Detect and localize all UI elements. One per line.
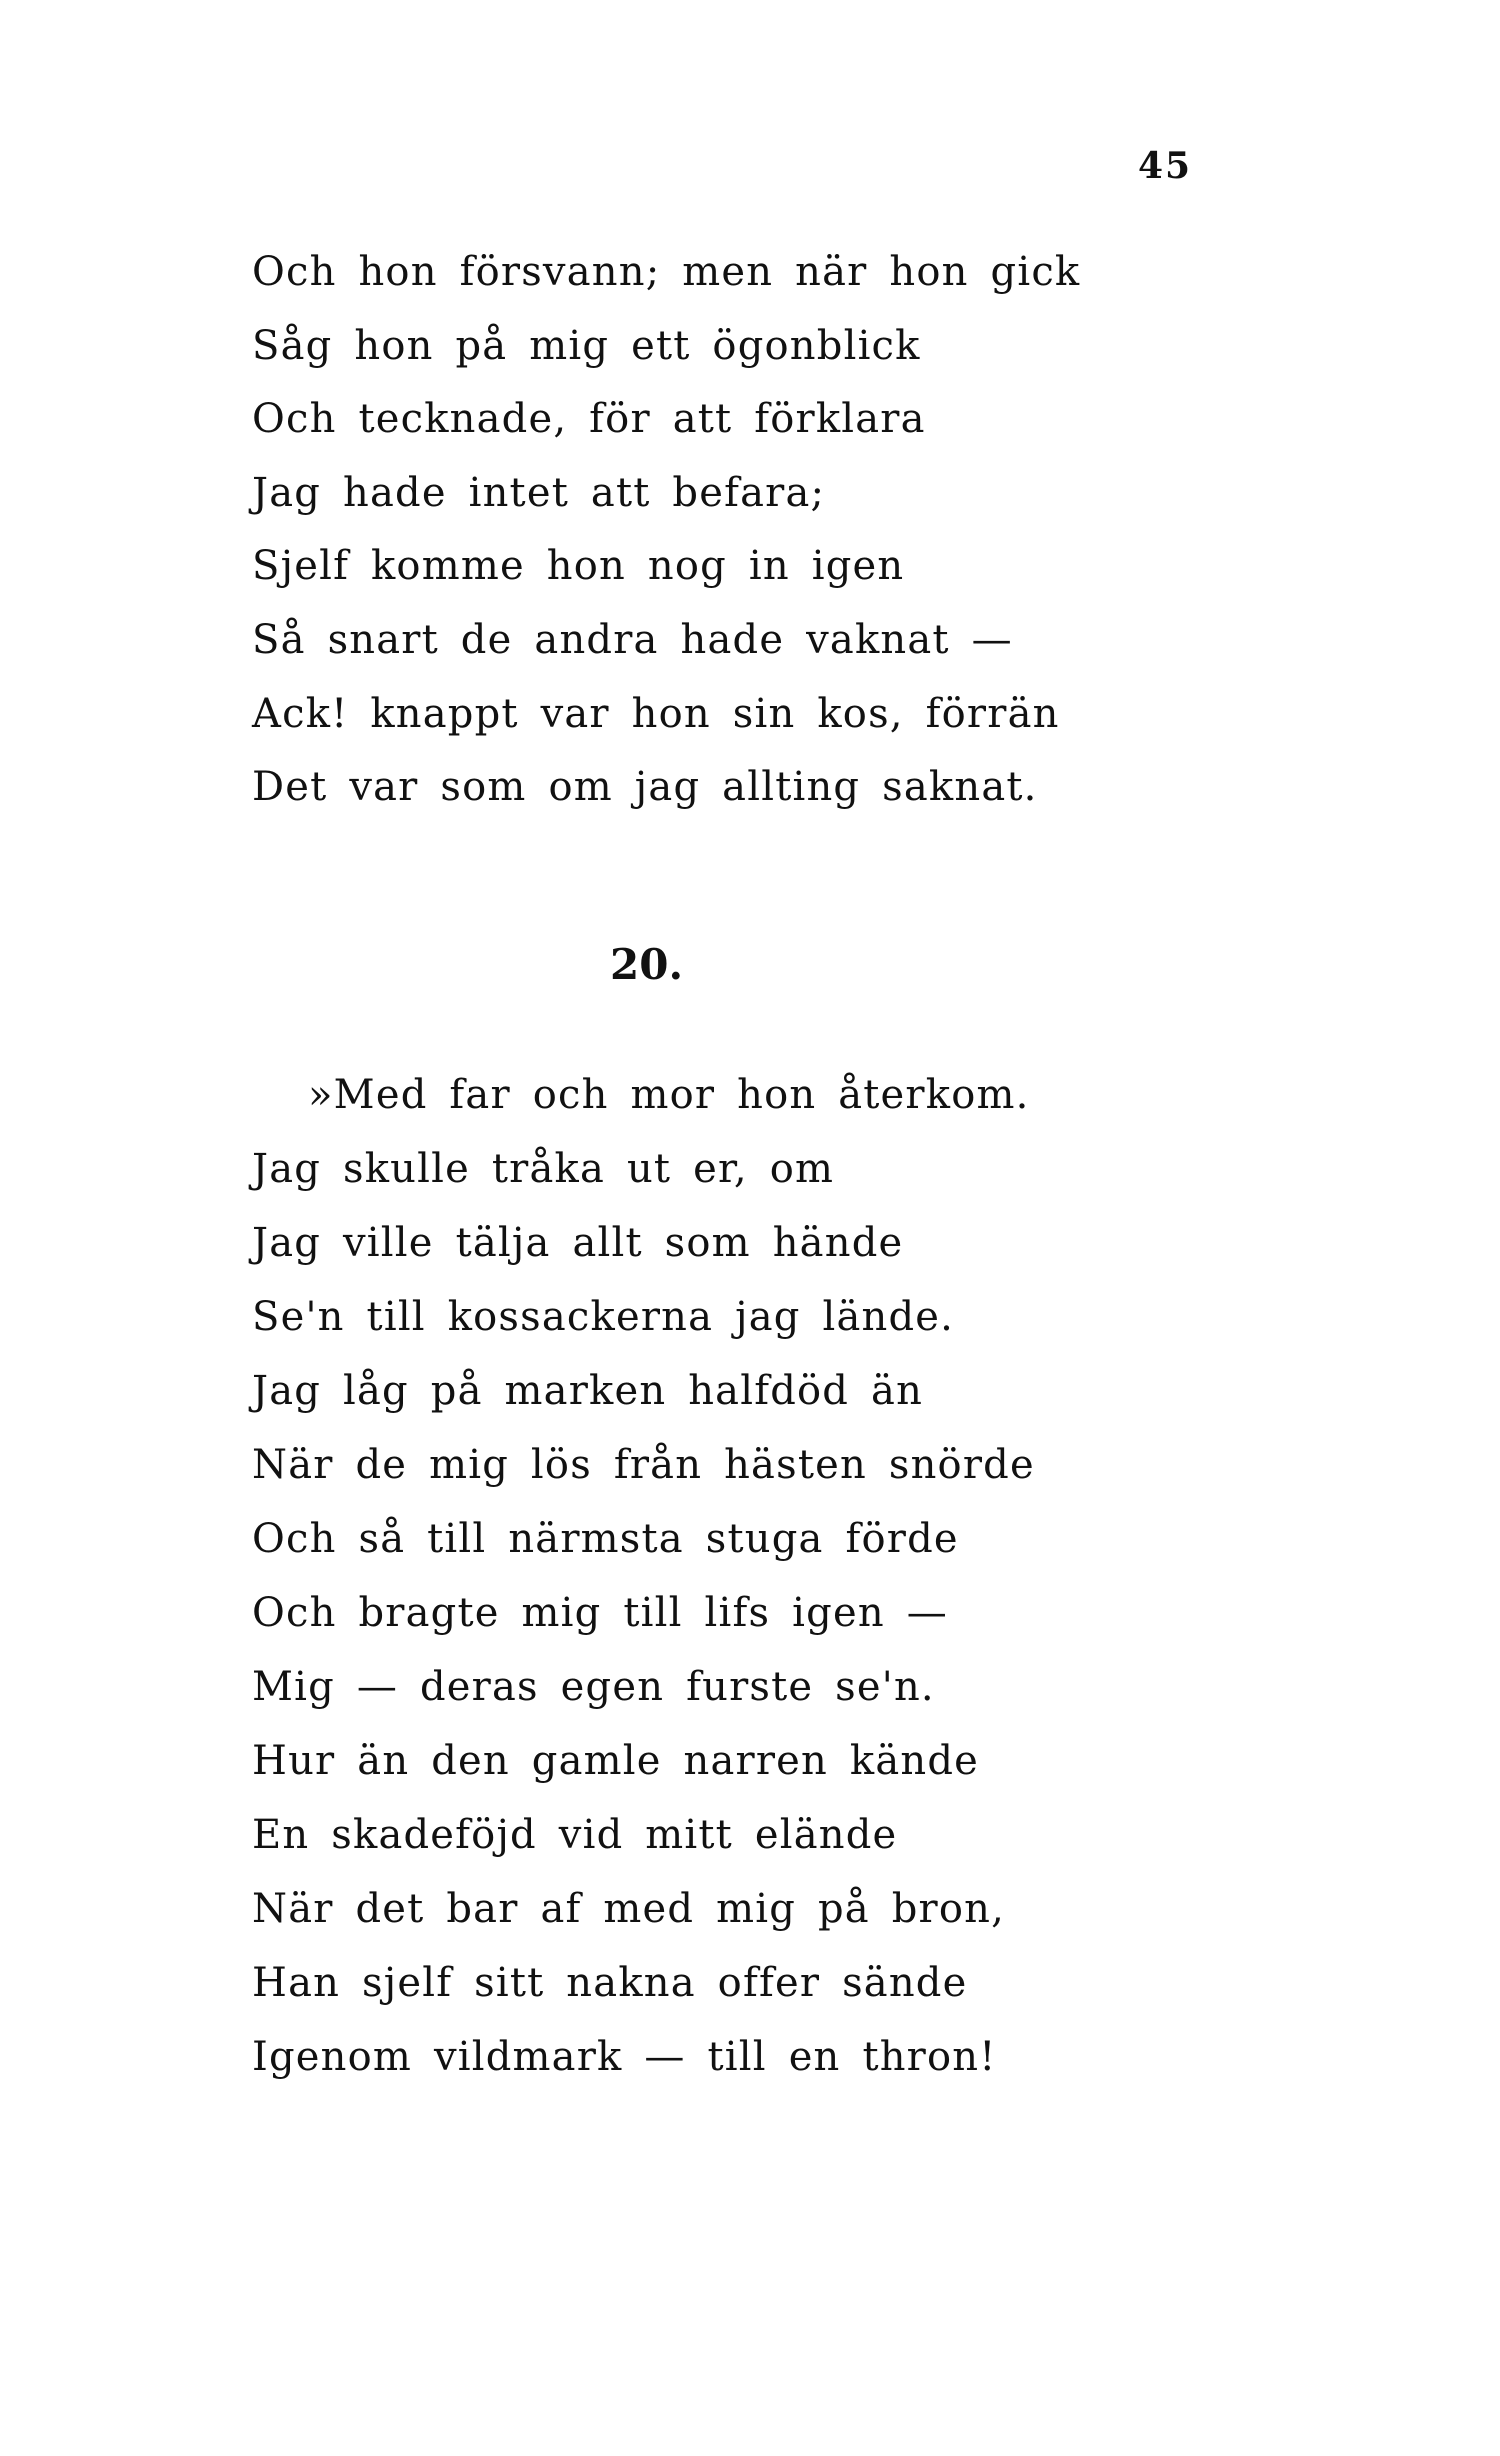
verse-line: Och bragte mig till lifs igen — bbox=[252, 1590, 948, 1636]
verse-line: När det bar af med mig på bron, bbox=[252, 1886, 1006, 1932]
verse-line: Det var som om jag allting saknat. bbox=[252, 764, 1038, 811]
verse-line: Mig — deras egen furste se'n. bbox=[252, 1664, 935, 1710]
stanza-1 bbox=[252, 236, 1080, 825]
stanza-2 bbox=[252, 1058, 1035, 2094]
section-number: 20. bbox=[610, 940, 684, 989]
verse-line: Hur än den gamle narren kände bbox=[252, 1738, 980, 1784]
verse-line: Sjelf komme hon nog in igen bbox=[252, 543, 905, 590]
verse-line: Och tecknade, för att förklara bbox=[252, 396, 926, 443]
verse-line: »Med far och mor hon återkom. bbox=[308, 1072, 1030, 1118]
verse-line: Jag ville tälja allt som hände bbox=[252, 1220, 904, 1266]
verse-line: Ack! knappt var hon sin kos, förrän bbox=[252, 690, 1060, 737]
page-number: 45 bbox=[1138, 145, 1193, 187]
verse-line: Jag låg på marken halfdöd än bbox=[252, 1368, 924, 1414]
verse-line: Och hon försvann; men när hon gick bbox=[252, 249, 1081, 295]
verse-line: Så snart de andra hade vaknat — bbox=[252, 616, 1013, 663]
verse-line: Igenom vildmark — till en thron! bbox=[252, 2034, 997, 2080]
verse-line: När de mig lös från hästen snörde bbox=[252, 1442, 1035, 1488]
verse-line: Och så till närmsta stuga förde bbox=[252, 1516, 959, 1562]
verse-line: Jag skulle tråka ut er, om bbox=[252, 1146, 835, 1192]
verse-line: Såg hon på mig ett ögonblick bbox=[252, 322, 921, 369]
verse-line: Jag hade intet att befara; bbox=[252, 469, 826, 516]
verse-line: Se'n till kossackerna jag lände. bbox=[252, 1294, 955, 1340]
verse-line: En skadeföjd vid mitt elände bbox=[252, 1812, 898, 1858]
verse-line: Han sjelf sitt nakna offer sände bbox=[252, 1960, 968, 2006]
